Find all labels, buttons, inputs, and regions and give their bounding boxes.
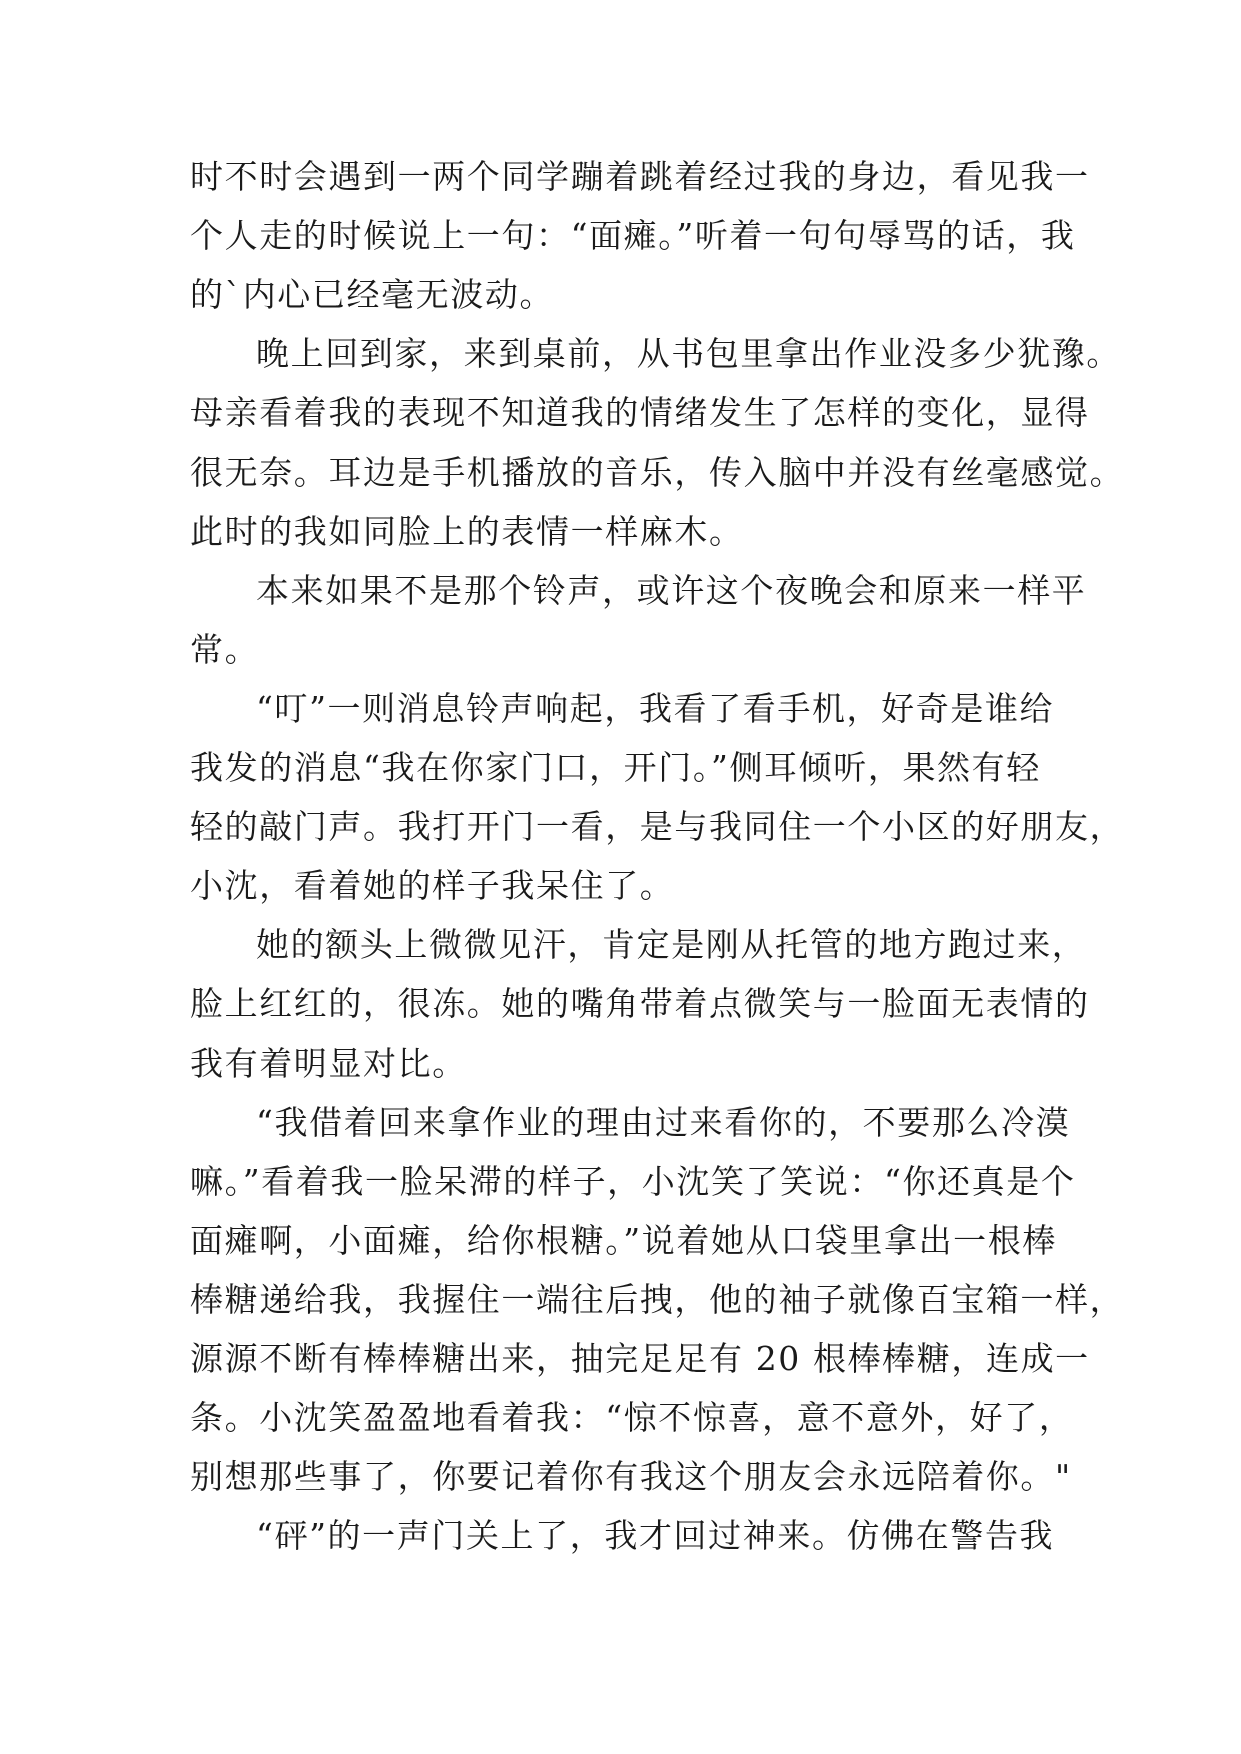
text-line: 时不时会遇到一两个同学蹦着跳着经过我的身边，看见我一 [190,157,1090,196]
text-line: 此时的我如同脸上的表情一样麻木。 [190,511,744,551]
text-line: 我有着明显对比。 [190,1043,467,1083]
text-line: “叮”一则消息铃声响起，我看了看手机，好奇是谁给 [256,688,1055,728]
text-line: 面瘫啊，小面瘫，给你根糖。”说着她从口袋里拿出一根棒 [190,1220,1057,1260]
text-line: 本来如果不是那个铃声，或许这个夜晚会和原来一样平 [256,570,1087,610]
text-line: “我借着回来拿作业的理由过来看你的，不要那么冷漠 [256,1102,1071,1142]
text-line: 晚上回到家，来到桌前，从书包里拿出作业没多少犹豫。 [256,334,1121,374]
text-line: 源源不断有棒棒糖出来，抽完足足有 20 根棒棒糖，连成一 [190,1339,1090,1378]
text-line: 别想那些事了，你要记着你有我这个朋友会永远陪着你。" [190,1457,1072,1497]
text-line: 她的额头上微微见汗，肯定是刚从托管的地方跑过来， [256,925,1087,965]
text-line: 母亲看着我的表现不知道我的情绪发生了怎样的变化，显得 [190,393,1090,433]
text-line: 小沈，看着她的样子我呆住了。 [190,866,675,906]
text-line: 条。小沈笑盈盈地看着我：“惊不惊喜，意不意外，好了， [190,1398,1074,1438]
text-line: 个人走的时候说上一句：“面瘫。”听着一句句辱骂的话，我 [190,216,1076,256]
text-line: 的`内心已经毫无波动。 [190,275,555,315]
text-line: 嘛。”看着我一脸呆滞的样子，小沈笑了笑说：“你还真是个 [190,1161,1076,1201]
text-line: 脸上红红的，很冻。她的嘴角带着点微笑与一脸面无表情的 [190,984,1090,1024]
text-line: 我发的消息“我在你家门口，开门。”侧耳倾听，果然有轻 [190,748,1041,787]
text-line: “砰”的一声门关上了，我才回过神来。仿佛在警告我 [256,1516,1055,1556]
text-line: 常。 [190,629,260,669]
text-line: 轻的敲门声。我打开门一看，是与我同住一个小区的好朋友， [190,807,1125,847]
text-line: 很无奈。耳边是手机播放的音乐，传入脑中并没有丝毫感觉。 [190,452,1125,492]
text-line: 棒糖递给我，我握住一端往后拽，他的袖子就像百宝箱一样， [190,1279,1125,1319]
